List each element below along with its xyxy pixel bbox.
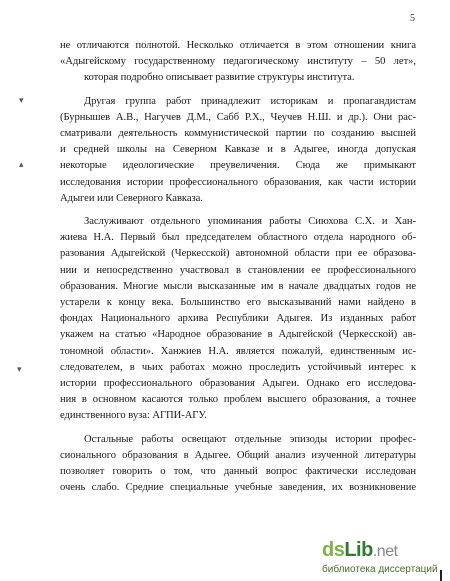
text-line: позволяет говорить о том, что данный вопрос фактически исследован — [60, 466, 416, 478]
text-line: исследования истории профессионального образования, как части истории — [60, 176, 416, 188]
text-line: нии и непосредственно участвовал в становлении ее профессионального — [60, 264, 416, 276]
edge-mark — [440, 570, 442, 581]
text-line: Другая группа работ принадлежит историкам и пропагандистам — [84, 95, 416, 107]
text-line: ния в основном касаются только проблем высшего образования, а точнее — [60, 394, 416, 406]
text-line: очень слабо. Средние специальные учебные заведения, их возникновение — [60, 482, 416, 494]
text-line: Остальные работы освещают отдельные эпизоды истории профес- — [84, 433, 416, 445]
text-line: укажем на статью «Народное образование в Адыгейской (Черкесской) ав- — [60, 329, 416, 341]
page-number: 5 — [410, 13, 415, 24]
text-line: разования Адыгейской (Черкесской) автономной области при ее образова- — [60, 248, 416, 260]
text-line: образования. Многие мысли высказанные им в начале двадцатых годов не — [60, 280, 416, 292]
text-line: единственного вуза: АГПИ-АГУ. — [60, 410, 207, 422]
paragraph — [60, 214, 416, 425]
text-line: некоторые идеологические преувеличения. Сюда же примыкают — [60, 160, 416, 172]
text-line: устарели к концу века. Большинство его высказываний нами найдено в — [60, 297, 416, 309]
text-line: жиева Н.А. Первый был председателем областного отдела народного об- — [60, 232, 416, 244]
paragraph — [60, 432, 416, 497]
margin-mark: ▾ — [19, 96, 24, 106]
watermark-subtitle: библиотека диссертаций — [322, 564, 438, 575]
text-line: которая подробно описывает развитие структуры института. — [84, 72, 355, 84]
text-line: «Адыгейскому государственному педагогическому институту – 50 лет», — [60, 56, 416, 68]
text-line: фондах Национального архива Республики Адыгея. Из изданных работ — [60, 313, 416, 325]
text-line: Заслуживают отдельного упоминания работы Сиюхова С.Х. и Хан- — [84, 216, 416, 228]
document-body — [60, 38, 416, 503]
text-line: Адыгеи или Северного Кавказа. — [60, 192, 203, 204]
text-line: истории профессионального образования Адыгеи. Однако его исследова- — [60, 378, 416, 390]
text-line: и средней школы на Северном Кавказе и в Адыгее, иногда допуская — [60, 144, 416, 156]
logo-ds: ds — [322, 539, 345, 561]
text-line: сматривали деятельность коммунистической партии по созданию высшей — [60, 128, 416, 140]
dslib-logo — [322, 539, 398, 562]
text-line: не отличаются полнотой. Несколько отличается в этом отношении книга — [60, 40, 416, 51]
margin-mark: ▴ — [19, 160, 24, 170]
text-line: тономной области». Ханжиев Н.А. является пожалуй, единственным ис- — [60, 345, 416, 357]
paragraph — [60, 38, 416, 87]
watermark — [322, 537, 448, 577]
paragraph — [60, 94, 416, 207]
logo-lib: Lib — [344, 539, 373, 561]
text-line: (Бурнышев А.В., Нагучев Д.М., Сабб Р.Х., Чеучев Н.Ш. и др.). Они рас- — [60, 111, 416, 123]
logo-net: .net — [372, 543, 398, 560]
text-line: сионального образования в Адыгее. Общий анализ изученной литературы — [60, 449, 416, 461]
text-line: следователем, в чьих работах можно проследить устойчивый интерес к — [60, 361, 416, 373]
margin-mark: ▾ — [17, 365, 22, 375]
